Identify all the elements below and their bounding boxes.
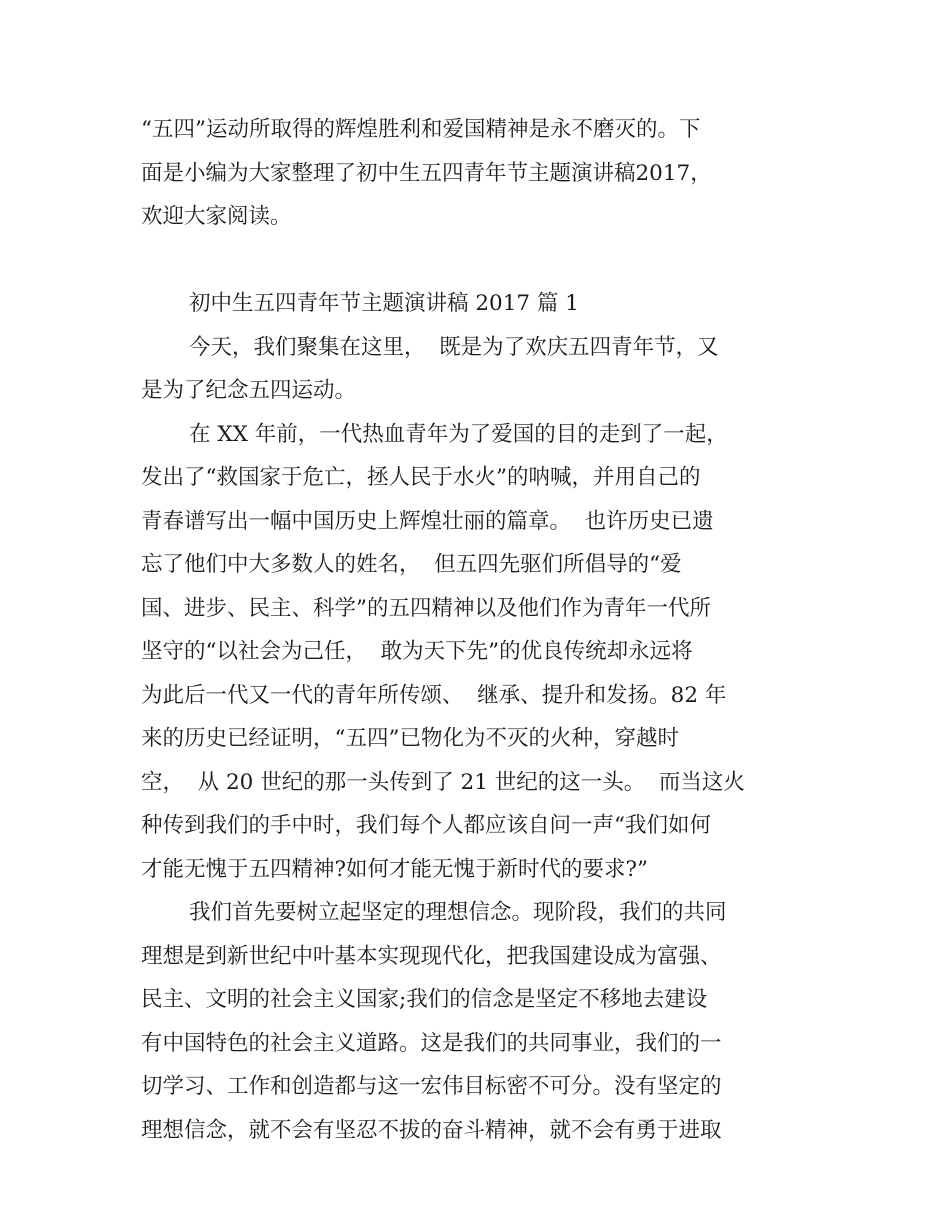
- text-line: 有中国特色的社会主义道路。这是我们的共同事业，我们的一: [141, 1030, 722, 1056]
- section-title-block: [141, 282, 813, 326]
- text-line: 民主、文明的社会主义国家;我们的信念是坚定不移地去建设: [141, 987, 708, 1012]
- text-line: 是为了纪念五四运动。: [141, 378, 357, 403]
- text-line: 切学习、工作和创造都与这一宏伟目标密不可分。没有坚定的: [141, 1074, 722, 1099]
- text-line: 面是小编为大家整理了初中生五四青年节主题演讲稿2017，: [141, 160, 712, 186]
- intro-paragraph: [141, 108, 813, 239]
- section-title: 初中生五四青年节主题演讲稿 2017 篇 1: [189, 291, 579, 316]
- text-line: 忘了他们中大多数人的姓名， 但五四先驱们所倡导的“爱: [141, 552, 682, 577]
- text-line: 青春谱写出一幅中国历史上辉煌壮丽的篇章。 也许历史已遗: [141, 508, 714, 534]
- paragraph-2: [141, 413, 813, 892]
- text-line: 理想是到新世纪中叶基本实现现代化，把我国建设成为富强、: [141, 943, 722, 969]
- text-line: 国、进步、民主、科学”的五四精神以及他们作为青年一代所: [141, 595, 711, 621]
- text-line: 在 XX 年前，一代热血青年为了爱国的目的走到了一起，: [189, 421, 728, 447]
- text-line: 坚守的“以社会为己任， 敢为天下先”的优良传统却永远将: [141, 639, 693, 664]
- text-line: 发出了“救国家于危亡，拯人民于水火”的呐喊，并用自己的: [141, 465, 701, 490]
- paragraph-3: [141, 891, 813, 1152]
- text-line: “五四”运动所取得的辉煌胜利和爱国精神是永不磨灭的。下: [141, 117, 701, 142]
- text-line: 欢迎大家阅读。: [141, 204, 292, 229]
- text-line: 为此后一代又一代的青年所传颂、 继承、提升和发扬。82 年: [141, 682, 727, 708]
- text-line: 今天，我们聚集在这里， 既是为了欢庆五四青年节，又: [189, 334, 719, 360]
- text-line: 种传到我们的手中时，我们每个人都应该自问一声“我们如何: [141, 813, 711, 838]
- text-line: 空， 从 20 世纪的那一头传到了 21 世纪的这一头。 而当这火: [141, 769, 745, 795]
- paragraph-1: [141, 326, 813, 413]
- text-line: 理想信念，就不会有坚忍不拔的奋斗精神，就不会有勇于进取: [141, 1117, 722, 1143]
- text-line: 才能无愧于五四精神?如何才能无愧于新时代的要求?”: [141, 856, 649, 882]
- document-body: [141, 108, 813, 1152]
- text-line: 我们首先要树立起坚定的理想信念。现阶段，我们的共同: [189, 900, 727, 925]
- blank-line: [141, 239, 813, 283]
- text-line: 来的历史已经证明，“五四”已物化为不灭的火种，穿越时: [141, 726, 679, 751]
